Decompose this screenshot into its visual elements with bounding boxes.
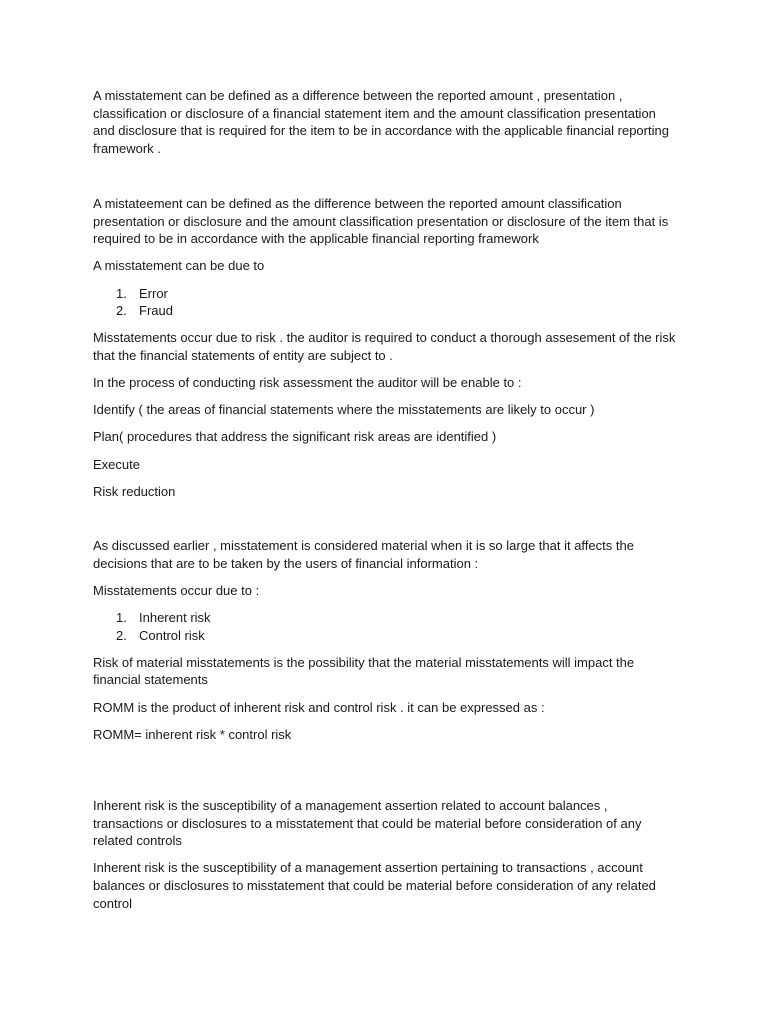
list-item bbox=[93, 285, 678, 303]
numbered-list bbox=[93, 285, 678, 320]
paragraph: In the process of conducting risk assessment the auditor will be enable to : bbox=[93, 375, 522, 391]
paragraph: Risk reduction bbox=[93, 483, 176, 499]
paragraph: A misstatement can be due to bbox=[93, 258, 265, 274]
paragraph: Plan( procedures that address the significant risk areas are identified ) bbox=[93, 429, 497, 445]
paragraph: Misstatements occur due to risk . the auditor is required to conduct a thorough assesement of the risk that the financial statements of entity are subject to . bbox=[93, 330, 676, 363]
list-number: 2. bbox=[116, 627, 127, 643]
paragraph: Risk of material misstatements is the possibility that the material misstatements will impact the financial statements bbox=[93, 654, 635, 688]
paragraph: A mistateement can be defined as the difference between the reported amount classification presentation or disclosure and the amount classification presentation or disclosure of the item that is required to be in accordance with the applicable financial reporting framework bbox=[93, 195, 669, 247]
list-item-text: Fraud bbox=[139, 303, 173, 319]
paragraph: ROMM is the product of inherent risk and control risk . it can be expressed as : bbox=[93, 699, 545, 715]
document-body bbox=[93, 87, 678, 922]
list-item-text: Inherent risk bbox=[139, 610, 211, 625]
list-item-text: Control risk bbox=[139, 627, 205, 643]
list-item bbox=[93, 627, 678, 645]
paragraph: Inherent risk is the susceptibility of a management assertion pertaining to transactions , account balances or disclosures to misstatement that could be material before consideration of any related control bbox=[93, 860, 656, 911]
paragraph: As discussed earlier , misstatement is considered material when it is so large that it affects the decisions that are to be taken by the users of financial information : bbox=[93, 538, 634, 571]
paragraph: Inherent risk is the susceptibility of a management assertion related to account balances , transactions or disclosures to a misstatement that could be material before consideration of any related controls bbox=[93, 797, 642, 849]
paragraph: Misstatements occur due to : bbox=[93, 582, 260, 598]
numbered-list bbox=[93, 609, 678, 644]
list-item-text: Error bbox=[139, 285, 168, 301]
list-number: 1. bbox=[116, 285, 127, 301]
paragraph: A misstatement can be defined as a difference between the reported amount , presentation , classification or disclosure of a financial statement item and the amount classification presentation and disclosure that is required for the item to be in accordance with the applicable financial reporting framework . bbox=[93, 88, 669, 156]
list-item bbox=[93, 302, 678, 320]
paragraph: Execute bbox=[93, 456, 140, 472]
list-item bbox=[93, 609, 678, 627]
list-number: 2. bbox=[116, 303, 127, 319]
paragraph: Identify ( the areas of financial statements where the misstatements are likely to occur ) bbox=[93, 402, 595, 418]
list-number: 1. bbox=[116, 610, 127, 625]
paragraph: ROMM= inherent risk * control risk bbox=[93, 726, 292, 742]
